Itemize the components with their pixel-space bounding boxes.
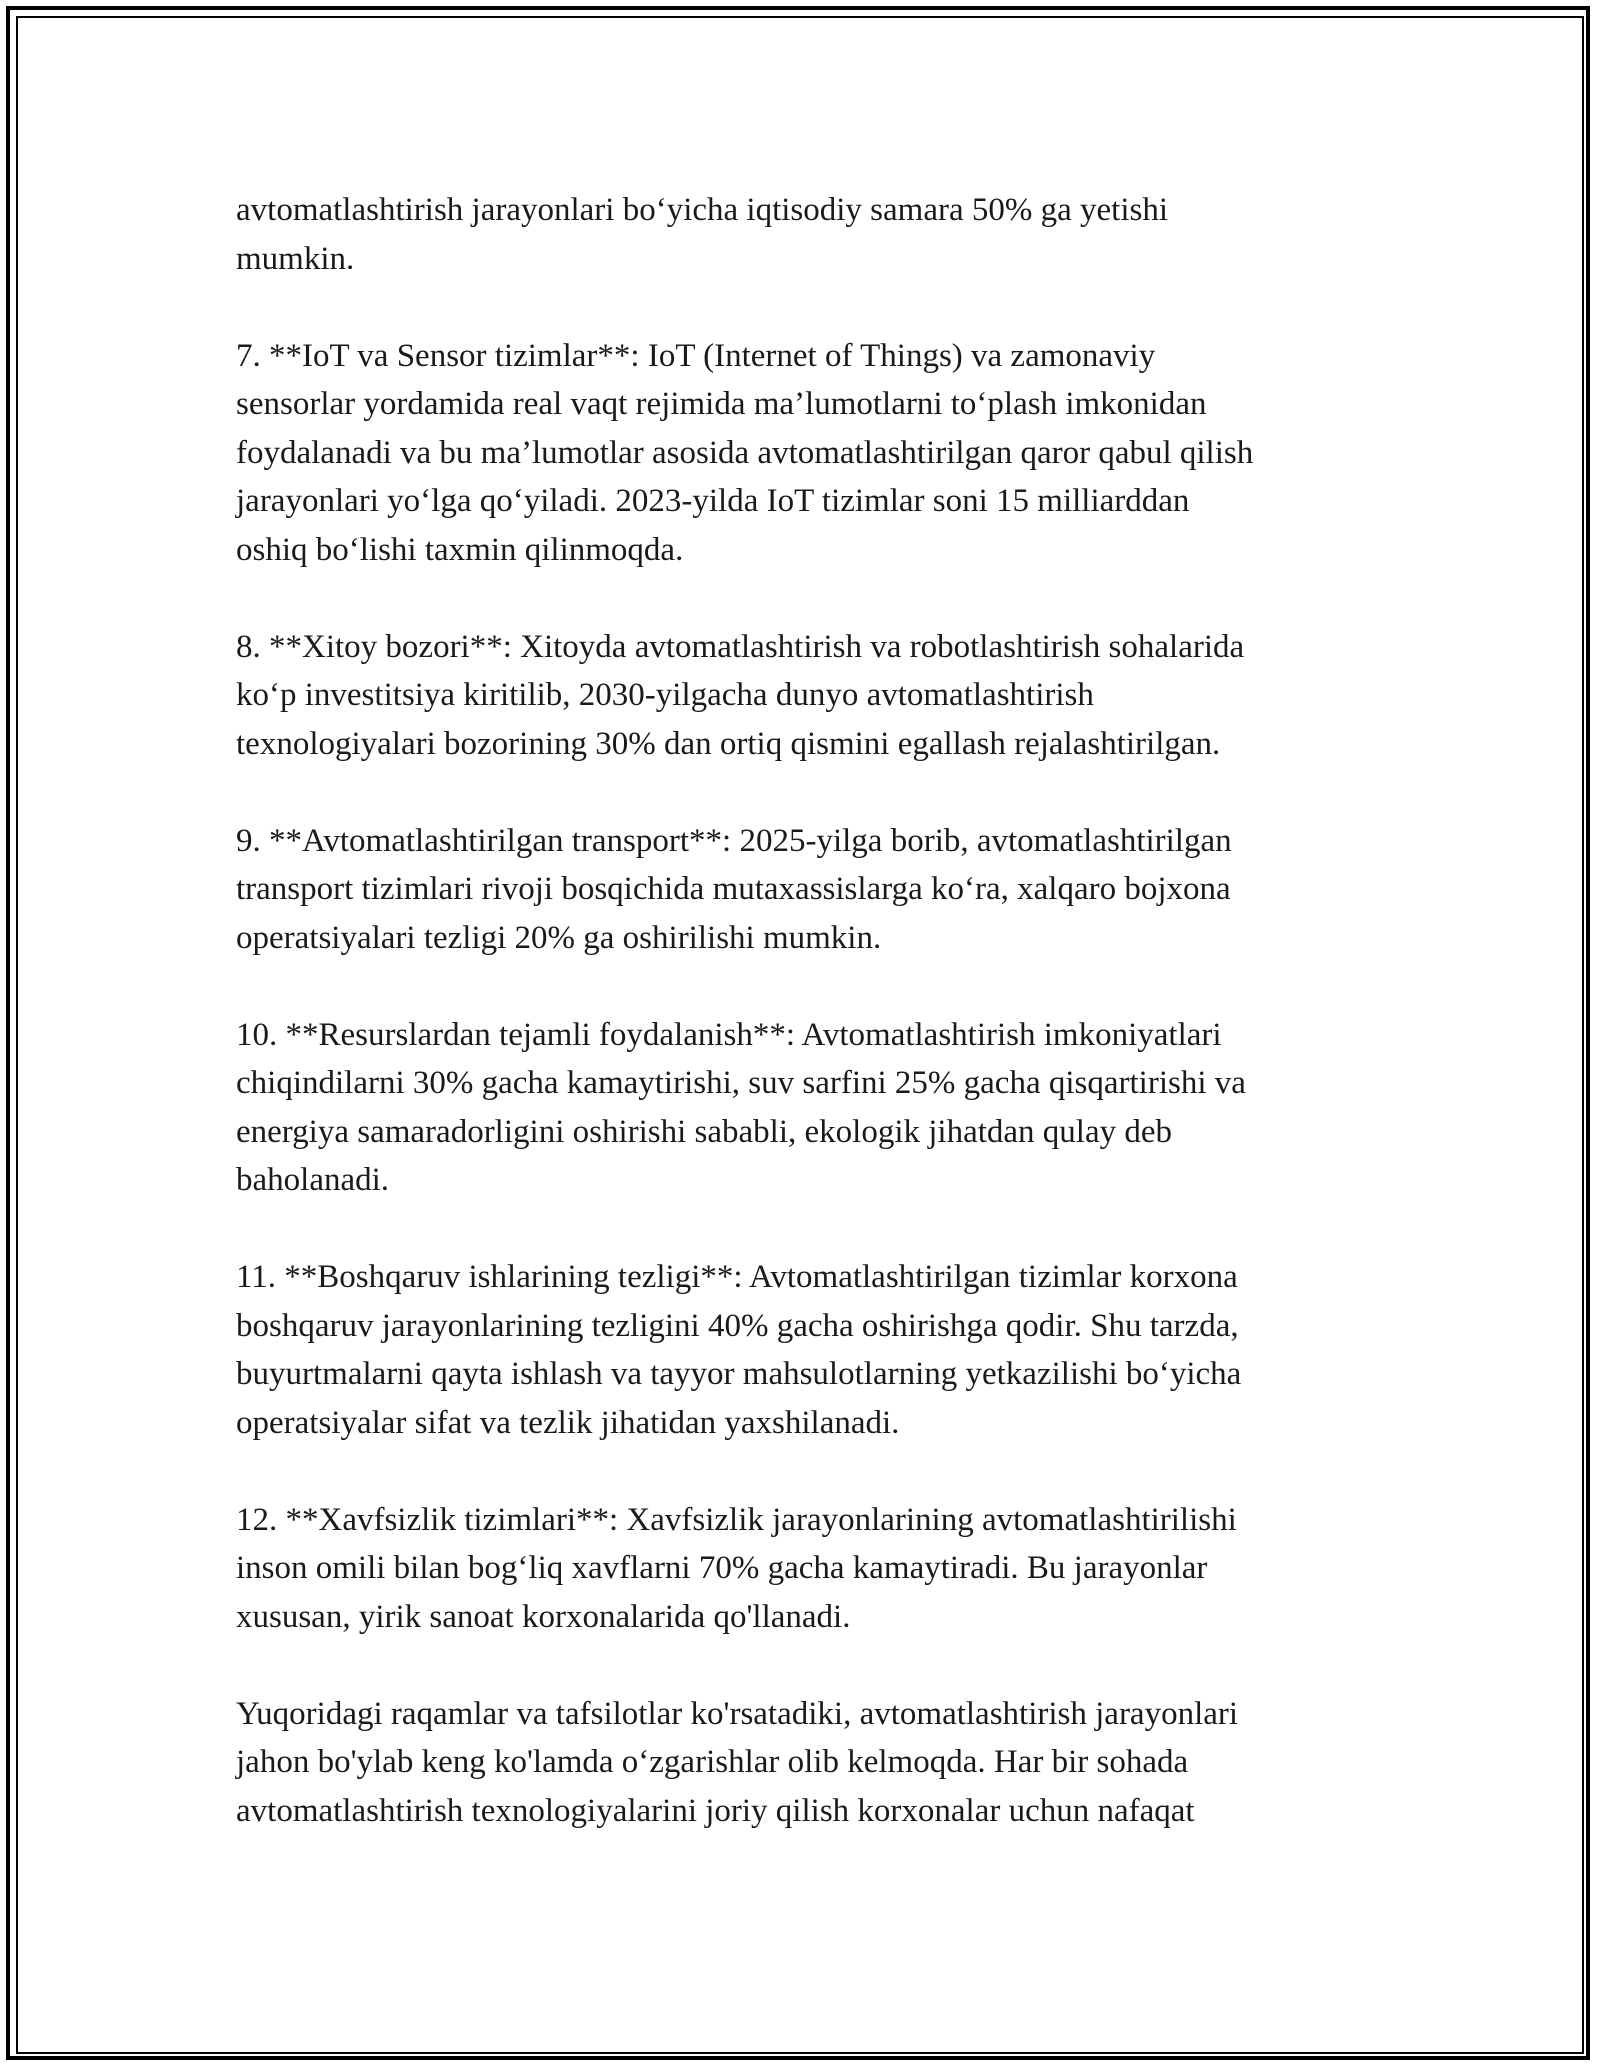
paragraph-item-11-management: 11. **Boshqaruv ishlarining tezligi**: Avtomatlashtirilgan tizimlar korxona boshqaruv jarayonlarining tezligini 40% gacha oshirishga qodir. Shu tarzda, buyurtmalarni qayta ishlash va tayyor mahsulotlarning yetkazilishi bo‘yicha operatsiyalar sifat va tezlik jihatidan yaxshilanadi.	[236, 1259, 1242, 1441]
paragraph-item-10-resources: 10. **Resurslardan tejamli foydalanish**: Avtomatlashtirish imkoniyatlari chiqindilarni 30% gacha kamaytirishi, suv sarfini 25% gacha qisqartirishi va energiya samaradorligini oshirishi sababli, ekologik jihatdan qulay deb baholanadi.	[236, 1016, 1246, 1198]
paragraph-continuation: avtomatlashtirish jarayonlari bo‘yicha iqtisodiy samara 50% ga yetishi mumkin.	[236, 192, 1169, 277]
paragraph-item-12-safety: 12. **Xavfsizlik tizimlari**: Xavfsizlik jarayonlarining avtomatlashtirilishi inson omili bilan bog‘liq xavflarni 70% gacha kamaytiradi. Bu jarayonlar xususan, yirik sanoat korxonalarida qo'llanadi.	[236, 1501, 1237, 1635]
paragraph-item-8-china-market: 8. **Xitoy bozori**: Xitoyda avtomatlashtirish va robotlashtirish sohalarida ko‘p investitsiya kiritilib, 2030-yilgacha dunyo avtomatlashtirish texnologiyalari bozorining 30% dan ortiq qismini egallash rejalashtirilgan.	[236, 628, 1245, 762]
paragraph-item-9-transport: 9. **Avtomatlashtirilgan transport**: 2025-yilga borib, avtomatlashtirilgan transport tizimlari rivoji bosqichida mutaxassislarga ko‘ra, xalqaro bojxona operatsiyalari tezligi 20% ga oshirilishi mumkin.	[236, 822, 1232, 956]
document-body	[236, 186, 1386, 1835]
paragraph-item-7-iot: 7. **IoT va Sensor tizimlar**: IoT (Internet of Things) va zamonaviy sensorlar yordamida real vaqt rejimida ma’lumotlarni to‘plash imkonidan foydalanadi va bu ma’lumotlar asosida avtomatlashtirilgan qaror qabul qilish jarayonlari yo‘lga qo‘yiladi. 2023-yilda IoT tizimlar soni 15 milliarddan oshiq bo‘lishi taxmin qilinmoqda.	[236, 337, 1254, 568]
paragraph-conclusion: Yuqoridagi raqamlar va tafsilotlar ko'rsatadiki, avtomatlashtirish jarayonlari jahon bo'ylab keng ko'lamda o‘zgarishlar olib kelmoqda. Har bir sohada avtomatlashtirish texnologiyalarini joriy qilish korxonalar uchun nafaqat	[236, 1695, 1239, 1829]
